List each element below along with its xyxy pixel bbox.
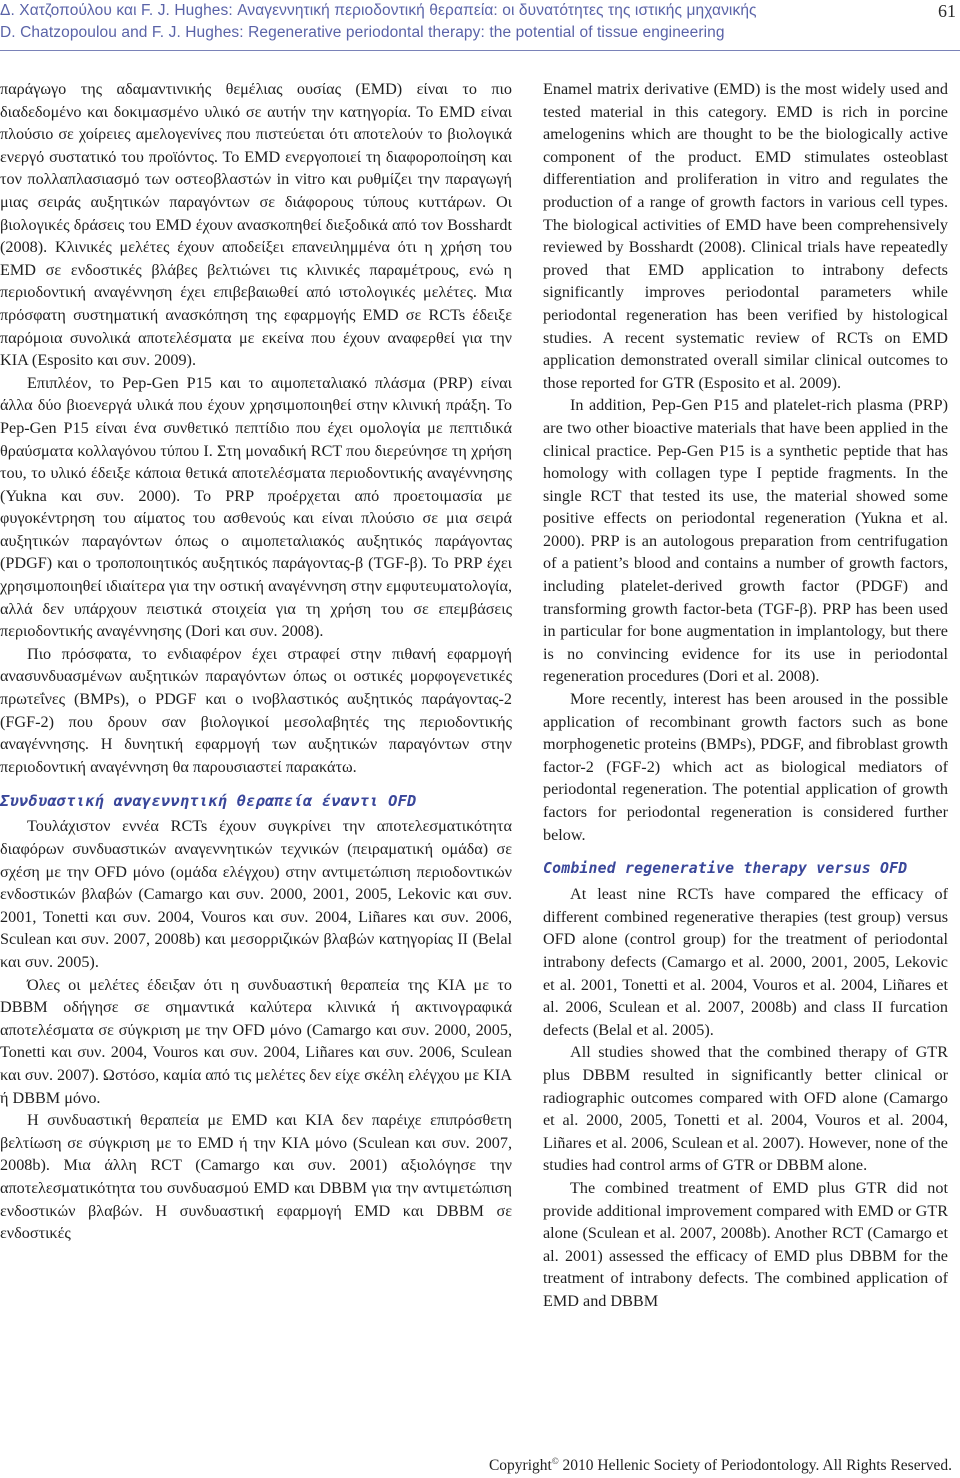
greek-paragraph-pepgen-prp: Επιπλέον, το Pep-Gen P15 και το αιμοπεταλιακό πλάσμα (PRP) είναι άλλα δύο βιοενεργά υλικά που έχουν χρησιμοποιηθεί στην κλινική πράξη. Το Pep-Gen P15 είναι ένα συνθετικό πεπτίδιο που έχει ομολογία με πεπτιδικά θραύσματα κολλαγόνου τύπου I. Στη μοναδική RCT που διερεύνησε τη χρήση του, το υλικό έδειξε κάποια θετικά αποτελέσματα περιοδοντικής αναγέννησης (Yukna και συν. 2000). Το PRP προέρχεται από προετοιμασία με φυγοκέντρηση του αίματος του ασθενούς και είναι πλούσιο σε μια σειρά αυξητικών παραγόντων όπως ο αιμοπεταλιακός αυξητικός παράγοντας (PDGF) και ο τροποποιητικός αυξητικός παράγοντας-β (TGF-β). Το PRP έχει χρησιμοποιηθεί ιδιαίτερα για την οστική αναγέννηση στην εμφυτευματολογία, αλλά δεν υπάρχουν πειστικά στοιχεία για τη χρήση του σε επεμβάσεις περιοδοντικής αναγέννησης (Dori και συν. 2008). [0,373,512,641]
greek-paragraph-growth-factors: Πιο πρόσφατα, το ενδιαφέρον έχει στραφεί στην πιθανή εφαρμογή ανασυνδυασμένων αυξητικών παραγόντων όπως οι οστικές μορφογενετικές πρωτεΐνες (BMPs), ο PDGF και ο ινοβλαστικός αυξητικός παράγοντας-2 (FGF-2) που δρουν σαν βιολογικοί μεσολαβητές της περιοδοντικής αναγέννησης. Η δυνητική εφαρμογή των αυξητικών παραγόντων στην περιοδοντική αναγέννηση θα παρουσιαστεί παρακάτω. [0,644,512,776]
english-section-heading: Combined regenerative therapy versus OFD [543,860,908,878]
english-paragraph-emd-gtr: The combined treatment of EMD plus GTR did not provide additional improvement compared with EMD or GTR alone (Sculean et al. 2007, 2008b). Another RCT (Camargo et al. 2001) assessed the efficacy of EMD plus DBBM for the treatment of intrabony defects. The combined application of EMD and DBBM [543,1178,948,1310]
header-divider [0,50,960,51]
greek-paragraph-emd: παράγωγο της αδαμαντινικής θεμέλιας ουσίας (EMD) είναι το πιο διαδεδομένο και δοκιμασμένο υλικό σε αυτήν την κατηγορία. Το EMD είναι πλούσιο σε χοίρειες αμελογενίνες που πιστεύεται ότι αποτελούν το βιολογικά ενεργό συστατικό του προϊόντος. Το EMD ενεργοποιεί τη διαφοροποίηση και τον πολλαπλασιασμό των οστεοβλαστών in vitro και ρυθμίζει την παραγωγή μιας σειράς αυξητικών παραγόντων σε διάφορους τύπους κυττάρων. Οι βιολογικές δράσεις του EMD έχουν ανασκοπηθεί διεξοδικά από τον Bosshardt (2008). Κλινικές μελέτες έχουν αποδείξει επανειλημμένα ότι η χρήση του EMD σε ενδοστικές βλάβες βελτιώνει τις κλινικές παραμέτρους, ενώ η περιοδοντική αναγέννηση έχει επιβεβαιωθεί από ιστολογικές μελέτες. Μια πρόσφατη συστηματική ανασκόπηση της εφαρμογής EMD σε RCTs έδειξε παρόμοια συνολικά αποτελέσματα με εκείνα που έχουν αναφερθεί για την ΚΙΑ (Esposito και συν. 2009). [0,80,512,370]
greek-paragraph-rcts: Τουλάχιστον εννέα RCTs έχουν συγκρίνει την αποτελεσματικότητα διαφόρων συνδυαστικών αναγεννητικών τεχνικών (πειραματική ομάδα) σε σχέση με την OFD μόνο (ομάδα ελέγχου) στην αντιμετώπιση περιοδοντικών ενδοστικών βλαβών (Camargo και συν. 2000, 2001, 2005, Lekovic και συν. 2001, Tonetti και συν. 2004, Vouros και συν. 2004, Liñares και συν. 2006, Sculean και συν. 2007, 2008b) και μεσορριζικών βλαβών κατηγορίας II (Belal και συν. 2005). [0,817,512,971]
copyright-footer [489,1456,952,1475]
greek-paragraph-gtr-dbbm: Όλες οι μελέτες έδειξαν ότι η συνδυαστική θεραπεία της ΚΙΑ με το DBBM οδήγησε σε σημαντικά καλύτερα κλινικά ή ακτινογραφικά αποτελέσματα σε σύγκριση με την OFD μόνο (Camargo και συν. 2000, 2005, Tonetti και συν. 2004, Vouros και συν. 2004, Liñares και συν. 2006, Sculean και συν. 2007). Ωστόσο, καμία από τις μελέτες δεν είχε σκέλη ελέγχου με ΚΙΑ ή DBBM μόνο. [0,975,512,1107]
running-header [0,0,960,48]
greek-column [0,78,512,1245]
copyright-text: 2010 Hellenic Society of Periodontology. All Rights Reserved. [562,1457,952,1475]
greek-section-heading: Συνδυαστική αναγεννητική θεραπεία έναντι OFD [0,792,417,811]
copyright-word: Copyright [488,1457,552,1475]
english-paragraph-growth-factors: More recently, interest has been aroused in the possible application of recombinant growth factors such as bone morphogenetic proteins (BMPs), PDGF, and fibroblast growth factor-2 (FGF-2) which act as biological mediators of periodontal regeneration. The potential application of growth factors for periodontal regeneration is considered further below. [543,690,948,844]
english-column [543,78,948,1312]
header-greek-authors-title: Δ. Χατζοπούλου και F. J. Hughes: Αναγεννητική περιοδοντική θεραπεία: οι δυνατότητες της ιστικής μηχανικής [0,2,757,19]
header-english-authors-title: D. Chatzopoulou and F. J. Hughes: Regenerative periodontal therapy: the potential of tissue engineering [0,24,725,41]
copyright-symbol: © [551,1456,559,1466]
english-paragraph-pepgen-prp: In addition, Pep-Gen P15 and platelet-rich plasma (PRP) are two other bioactive materials that have been applied in the clinical practice. Pep-Gen P15 is a synthetic peptide that has homology with collagen type I peptide fragments. In the single RCT that tested its use, the material showed some positive effects on periodontal regeneration (Yukna et al. 2000). PRP is an autologous preparation from centrifugation of a patient’s blood and contains a number of growth factors, including platelet-derived growth factor (PDGF) and transforming growth factor-beta (TGF-β). PRP has been used in particular for bone augmentation in implantology, but there is no convincing evidence for its use in periodontal regeneration procedures (Dori et al. 2008). [543,396,948,686]
english-paragraph-rcts: At least nine RCTs have compared the efficacy of different combined regenerative therapies (test group) versus OFD alone (control group) for the treatment of periodontal intrabony defects (Camargo et al. 2000, 2001, 2005, Lekovic et al. 2001, Tonetti et al. 2004, Vouros et al. 2004, Liñares et al. 2006, Sculean et al. 2007, 2008b) and class II furcation defects (Belal et al. 2005). [543,885,948,1039]
english-paragraph-emd: Enamel matrix derivative (EMD) is the most widely used and tested material in this category. EMD is rich in porcine amelogenins which are thought to be the biologically active component of the product. EMD stimulates osteoblast differentiation and proliferation in vitro and regulates the production of a range of growth factors in various cell types. The biological activities of EMD have been comprehensively reviewed by Bosshardt (2008). Clinical trials have repeatedly proved that EMD application to intrabony defects significantly improves periodontal parameters while periodontal regeneration has been verified by histological studies. A recent systematic review of RCTs on EMD application demonstrated overall similar clinical outcomes to those reported for GTR (Esposito et al. 2009). [543,80,948,392]
english-paragraph-gtr-dbbm: All studies showed that the combined therapy of GTR plus DBBM resulted in significantly better clinical or radiographic outcomes compared with OFD alone (Camargo et al. 2000, 2005, Tonetti et al. 2004, Vouros et al. 2004, Liñares et al. 2006, Sculean et al. 2007). However, none of the studies had control arms of GTR or DBBM alone. [543,1043,948,1175]
page-number: 61 [938,1,956,21]
greek-paragraph-emd-gtr: Η συνδυαστική θεραπεία με EMD και ΚΙΑ δεν παρέιχε επιπρόσθετη βελτίωση σε σύγκριση με το EMD ή την ΚΙΑ μόνο (Sculean και συν. 2007, 2008b). Μια άλλη RCT (Camargo και συν. 2001) αξιολόγησε την αποτελεσματικότητα του συνδυασμού EMD και DBBM για την αντιμετώπιση ενδοστικών βλαβών. Η συνδυαστική εφαρμογή EMD και DBBM σε ενδοστικές [0,1111,512,1243]
